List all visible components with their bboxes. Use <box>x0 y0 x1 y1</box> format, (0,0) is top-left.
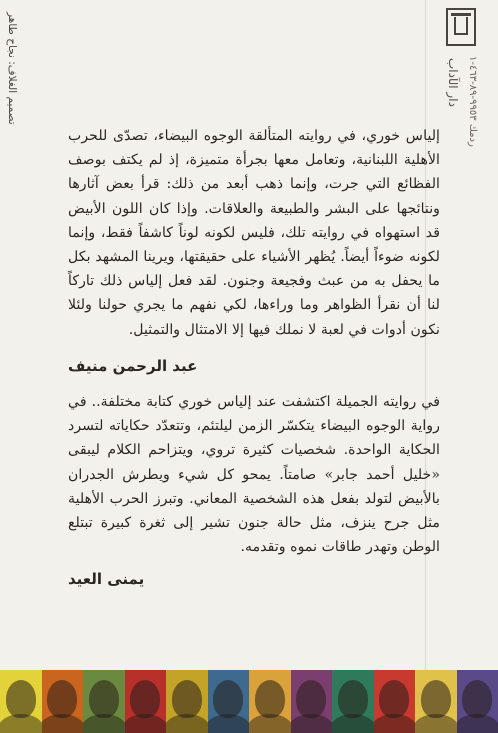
shoulders-shape <box>291 714 333 733</box>
face-icon <box>462 680 492 718</box>
portrait-tile <box>457 670 498 733</box>
portrait-tile <box>125 670 167 733</box>
portrait-tile <box>374 670 416 733</box>
portrait-tile <box>415 670 457 733</box>
portrait-tile <box>83 670 125 733</box>
shoulders-shape <box>208 714 250 733</box>
portrait-tile <box>42 670 84 733</box>
left-margin <box>0 0 40 180</box>
shoulders-shape <box>457 714 498 733</box>
shoulders-shape <box>125 714 167 733</box>
shoulders-shape <box>83 714 125 733</box>
face-icon <box>421 680 451 718</box>
quote-1-text: إلياس خوري، في روايته المتألقة الوجوه البيضاء، تصدّى للحرب الأهلية اللبنانية، وتعامل معها بجرأة متميزة، إذ لم يكتف بوصف الفظائع التي جرت، وإنما ذهب أبعد من ذلك: قرأ بعض آثارها ونتائجها على البشر والطبيعة والعلاقات. وإذا كان اللون الأبيض قد استهواه في روايته تلك، فليس لكونه لوناً كاشفاً فقط، وإنما لكونه ضوءاً أيضاً. يُظهر الأشياء على حقيقتها، ويرينا المشهد بكل ما يحفل به من عبث وفجيعة وجنون. لقد فعل إلياس ذلك تاركاً لنا أن نقرأ الظواهر وما وراءها، لكي نفهم ما يجري حولنا ولئلا نكون أدوات في لعبة لا نملك فيها إلا الامتثال والتمثيل. <box>68 128 440 338</box>
cover-design-credit: تصميم الغلاف: نجاح طاهر <box>6 12 18 125</box>
blurb-text <box>68 124 440 604</box>
face-icon <box>47 680 77 718</box>
shoulders-shape <box>42 714 84 733</box>
portrait-tile <box>166 670 208 733</box>
face-icon <box>296 680 326 718</box>
face-icon <box>213 680 243 718</box>
shoulders-shape <box>332 714 374 733</box>
publisher-logo-icon <box>446 8 476 46</box>
face-icon <box>379 680 409 718</box>
shoulders-shape <box>166 714 208 733</box>
quote-2-author: يمنى العيد <box>68 570 145 589</box>
face-icon <box>255 680 285 718</box>
portrait-tile <box>0 670 42 733</box>
shoulders-shape <box>415 714 457 733</box>
shoulders-shape <box>374 714 416 733</box>
face-icon <box>172 680 202 718</box>
quote-1-author: عبد الرحمن منيف <box>68 356 198 375</box>
portrait-tile <box>249 670 291 733</box>
isbn-number: ردمك ٩٩٥٣-٨٩-٤٦٣-١ <box>467 56 478 147</box>
portrait-tile <box>291 670 333 733</box>
face-icon <box>338 680 368 718</box>
portrait-tile <box>208 670 250 733</box>
shoulders-shape <box>249 714 291 733</box>
publisher-name: دار الآداب <box>446 58 460 107</box>
face-icon <box>130 680 160 718</box>
portrait-strip <box>0 670 498 733</box>
face-icon <box>6 680 36 718</box>
face-icon <box>89 680 119 718</box>
portrait-tile <box>332 670 374 733</box>
quote-2-text: في روايته الجميلة اكتشفت عند إلياس خوري كتابة مختلفة.. في رواية الوجوه البيضاء يتكسّر الزمن ليلتئم، وتتعدّد حكاياته لتسرد الحكاية الواحدة. شخصيات كثيرة تروي، ويتزاحم الكلام ليبقى «خليل أحمد جابر» صامتاً. يمحو كل شيء ويطرش الجدران بالأبيض لتولد بفعل هذه الشخصية المعاني. وتبرز الحرب الأهلية مثل جرح ينزف، مثل حالة جنون تشير إلى ثغرة كبيرة تبتلع الوطن وتهدر طاقات نموه وتقدمه. <box>68 394 440 556</box>
shoulders-shape <box>0 714 42 733</box>
